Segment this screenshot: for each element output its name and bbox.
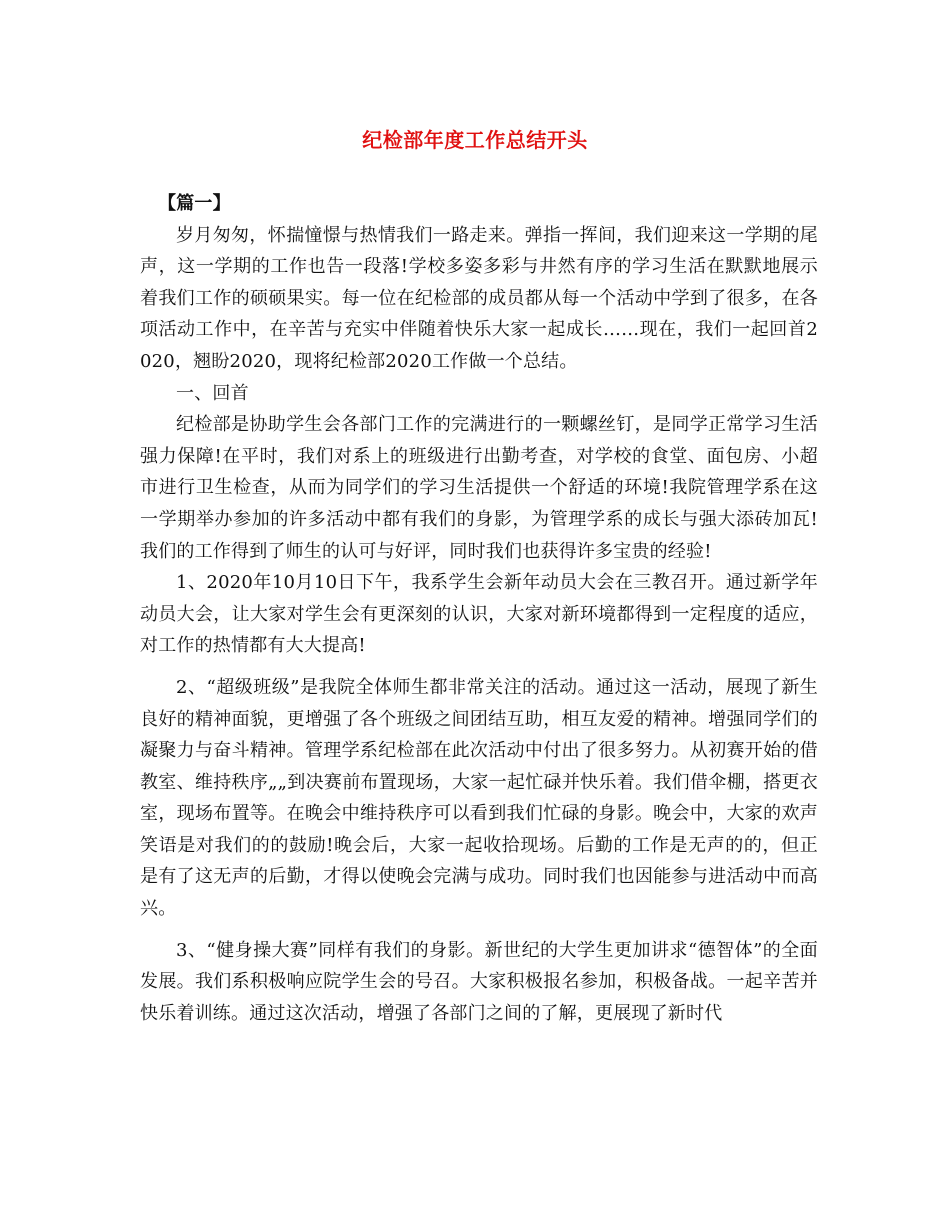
section-tag: 【篇一】 (158, 193, 231, 214)
paragraph-item-1: 1、2020年10月10日下午，我系学生会新年动员大会在三教召开。通过新学年动员大会，让大家对学生会有更深刻的认识，大家对新环境都得到一定程度的适应，对工作的热情都有大大提高! (140, 572, 818, 657)
document-title: 纪检部年度工作总结开头 (362, 128, 588, 152)
paragraph-item-3: 3、“健身操大赛”同样有我们的身影。新世纪的大学生更加讲求“德智体”的全面发展。我们系积极响应院学生会的号召。大家积极报名参加，积极备战。一起辛苦并快乐着训练。通过这次活动，增强了各部门之间的了解，更展现了新时代 (140, 939, 818, 1024)
paragraph-intro: 岁月匆匆，怀揣憧憬与热情我们一路走来。弹指一挥间，我们迎来这一学期的尾声，这一学期的工作也告一段落!学校多姿多彩与井然有序的学习生活在默默地展示着我们工作的硕硕果实。每一位在纪检部的成员都从每一个活动中学到了很多，在各项活动工作中，在辛苦与充实中伴随着快乐大家一起成长……现在，我们一起回首2020，翘盼2020，现将纪检部2020工作做一个总结。 (140, 224, 818, 372)
document-body (140, 188, 818, 1029)
paragraph-item-2: 2、“超级班级”是我院全体师生都非常关注的活动。通过这一活动，展现了新生良好的精神面貌，更增强了各个班级之间团结互助，相互友爱的精神。增强同学们的凝聚力与奋斗精神。管理学系纪检部在此次活动中付出了很多努力。从初赛开始的借教室、维持秩序„„到决赛前布置现场，大家一起忙碌并快乐着。我们借伞棚，搭更衣室，现场布置等。在晚会中维持秩序可以看到我们忙碌的身影。晚会中，大家的欢声笑语是对我们的的鼓励!晚会后，大家一起收拾现场。后勤的工作是无声的的，但正是有了这无声的后勤，才得以使晚会完满与成功。同时我们也因能参与进活动中而高兴。 (140, 676, 818, 920)
paragraph-role: 纪检部是协助学生会各部门工作的完满进行的一颗螺丝钉，是同学正常学习生活强力保障!在平时，我们对系上的班级进行出勤考查，对学校的食堂、面包房、小超市进行卫生检查，从而为同学们的学习生活提供一个舒适的环境!我院管理学系在这一学期举办参加的许多活动中都有我们的身影，为管理学系的成长与强大添砖加瓦!我们的工作得到了师生的认可与好评，同时我们也获得许多宝贵的经验! (140, 414, 818, 562)
heading-review: 一、回首 (176, 382, 249, 404)
